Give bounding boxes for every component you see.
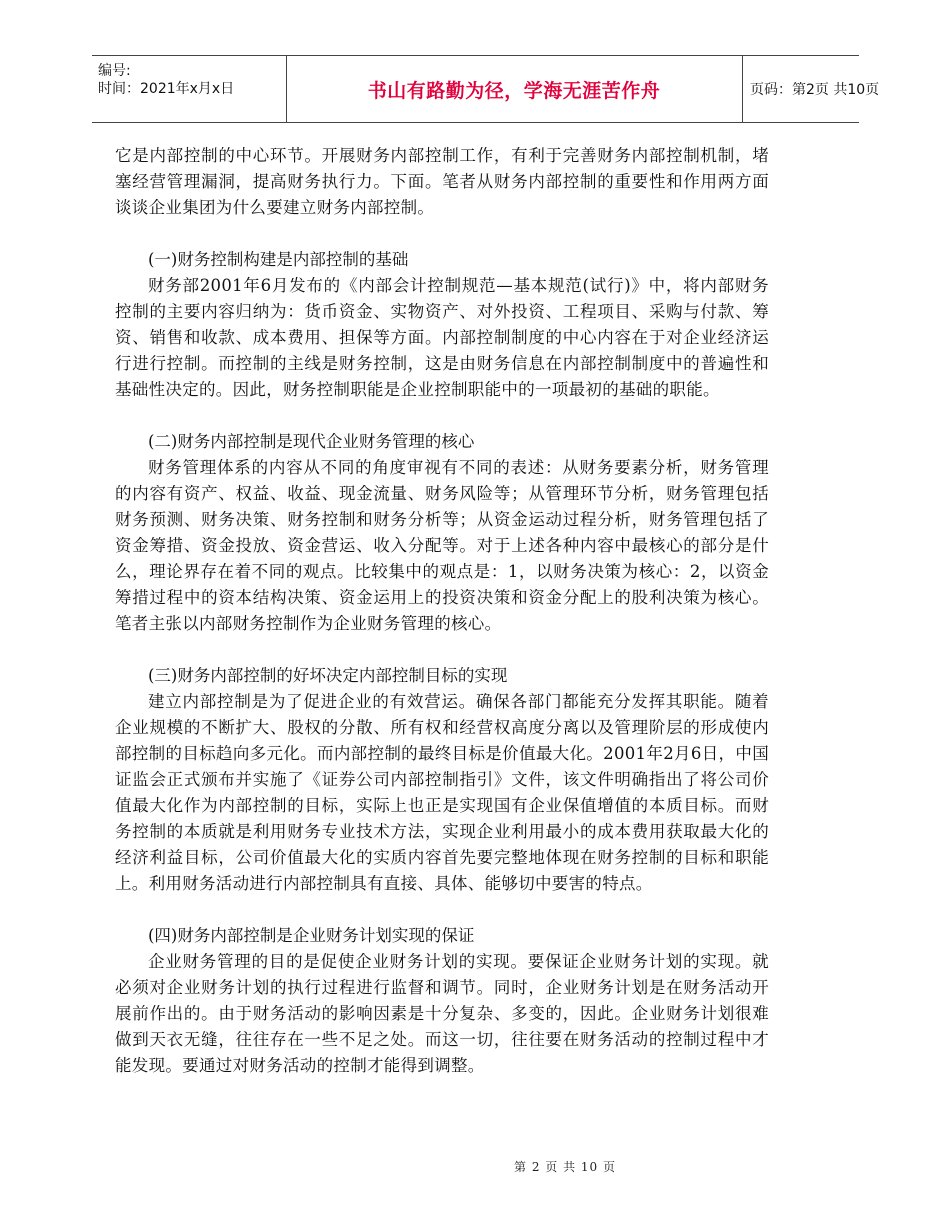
- header-motto-cell: [286, 56, 743, 122]
- section-3: [115, 663, 769, 897]
- section-heading: (二)财务内部控制是现代企业财务管理的核心: [148, 432, 475, 451]
- header-meta-cell: [92, 56, 287, 122]
- footer-page-number: 第 2 页 共 10 页: [514, 1160, 616, 1174]
- header-motto: 书山有路勤为径，学海无涯苦作舟: [367, 79, 661, 102]
- intro-paragraph: 它是内部控制的中心环节。开展财务内部控制工作，有利于完善财务内部控制机制，堵塞经营管理漏洞，提高财务执行力。下面。笔者从财务内部控制的重要性和作用两方面谈谈企业集团为什么要建立财务内部控制。: [115, 146, 769, 217]
- header-page-info: 页码：第2页 共10页: [750, 82, 880, 98]
- section-paragraph: 企业财务管理的目的是促使企业财务计划的实现。要保证企业财务计划的实现。就必须对企业财务计划的执行过程进行监督和调节。同时，企业财务计划是在财务活动开展前作出的。由于财务活动的影响因素是十分复杂、多变的，因此。企业财务计划很难做到天衣无缝，往往存在一些不足之处。而这一切，往往要在财务活动的控制过程中才能发现。要通过对财务活动的控制才能得到调整。: [115, 952, 769, 1075]
- header-page-cell: [742, 56, 880, 122]
- section-heading: (三)财务内部控制的好坏决定内部控制目标的实现: [148, 666, 508, 685]
- section-paragraph: 建立内部控制是为了促进企业的有效营运。确保各部门都能充分发挥其职能。随着企业规模的不断扩大、股权的分散、所有权和经营权高度分离以及管理阶层的形成使内部控制的目标趋向多元化。而内部控制的最终目标是价值最大化。2001年2月6日，中国证监会正式颁布并实施了《证券公司内部控制指引》文件，该文件明确指出了将公司价值最大化作为内部控制的目标，实际上也正是实现国有企业保值增值的本质目标。而财务控制的本质就是利用财务专业技术方法，实现企业利用最小的成本费用获取最大化的经济利益目标，公司价值最大化的实质内容首先要完整地体现在财务控制的目标和职能上。利用财务活动进行内部控制具有直接、具体、能够切中要害的特点。: [115, 692, 769, 893]
- section-heading: (四)财务内部控制是企业财务计划实现的保证: [148, 926, 475, 945]
- document-number-label: 编号:: [98, 63, 131, 79]
- section-heading: (一)财务控制构建是内部控制的基础: [148, 250, 409, 269]
- document-body: [115, 143, 769, 1105]
- section-4: [115, 923, 769, 1079]
- page-header: [92, 55, 880, 123]
- document-time-label: 时间：2021年x月x日: [98, 81, 235, 97]
- intro-block: [115, 143, 769, 221]
- section-2: [115, 429, 769, 637]
- page-footer: [0, 1158, 950, 1175]
- section-paragraph: 财务管理体系的内容从不同的角度审视有不同的表述：从财务要素分析，财务管理的内容有资产、权益、收益、现金流量、财务风险等；从管理环节分析，财务管理包括财务预测、财务决策、财务控制和财务分析等；从资金运动过程分析，财务管理包括了资金筹措、资金投放、资金营运、收入分配等。对于上述各种内容中最核心的部分是什么，理论界存在着不同的观点。比较集中的观点是：1，以财务决策为核心：2，以资金筹措过程中的资本结构决策、资金运用上的投资决策和资金分配上的股利决策为核心。笔者主张以内部财务控制作为企业财务管理的核心。: [115, 458, 769, 633]
- section-paragraph: 财务部2001年6月发布的《内部会计控制规范—基本规范(试行)》中，将内部财务控制的主要内容归纳为：货币资金、实物资产、对外投资、工程项目、采购与付款、筹资、销售和收款、成本费用、担保等方面。内部控制制度的中心内容在于对企业经济运行进行控制。而控制的主线是财务控制，这是由财务信息在内部控制制度中的普遍性和基础性决定的。因此，财务控制职能是企业控制职能中的一项最初的基础的职能。: [115, 276, 769, 399]
- section-1: [115, 247, 769, 403]
